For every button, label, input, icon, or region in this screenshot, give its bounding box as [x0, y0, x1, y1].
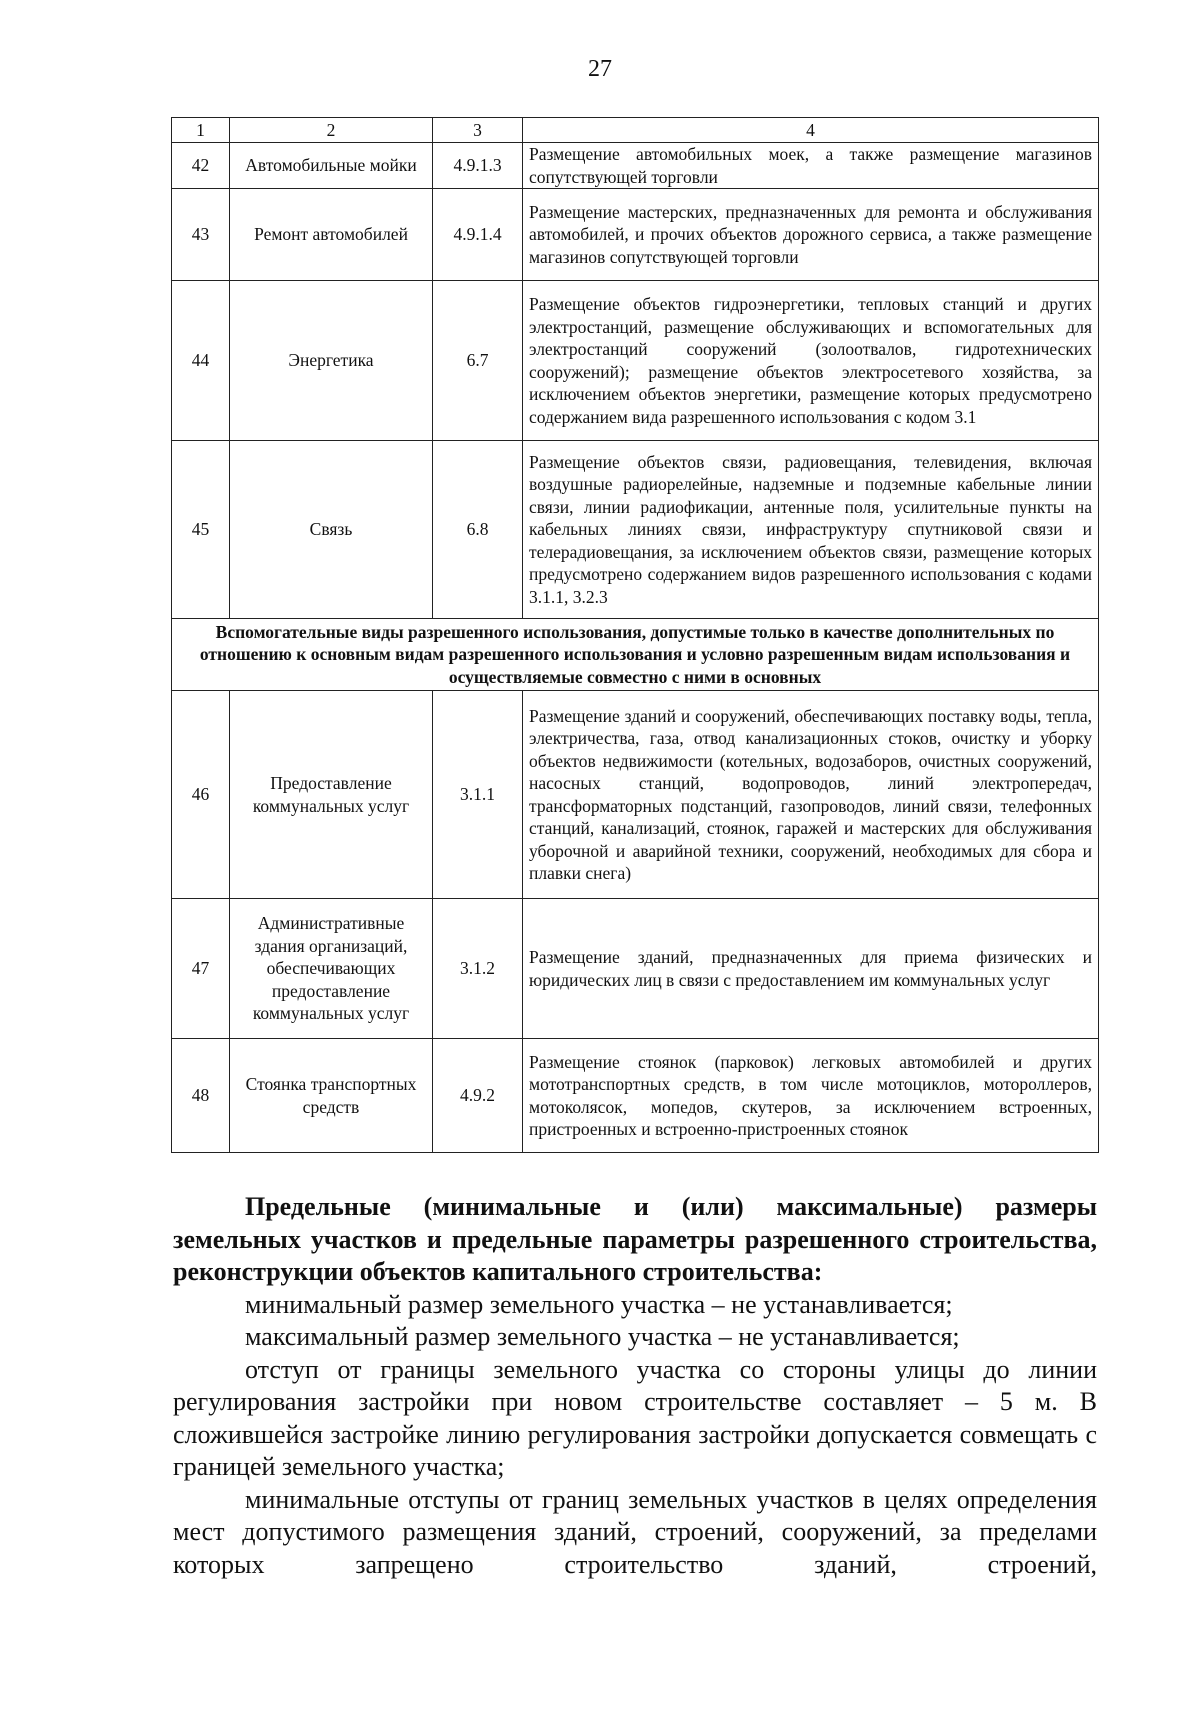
- section-heading: Предельные (минимальные и (или) максимальные) размеры земельных участков и предельные параметры разрешенного строительства, реконструкции объектов капитального строительства:: [173, 1192, 1097, 1286]
- row-number: 43: [172, 189, 230, 281]
- use-type-code: 6.7: [433, 281, 523, 441]
- use-type-name: Связь: [230, 441, 433, 619]
- paragraph: максимальный размер земельного участка – не устанавливается;: [245, 1322, 960, 1351]
- use-type-code: 3.1.1: [433, 691, 523, 899]
- row-number: 42: [172, 143, 230, 189]
- use-type-description: Размещение зданий и сооружений, обеспечивающих поставку воды, тепла, электричества, газа, отвод канализационных стоков, очистку и уборку объектов недвижимости (котельных, водозаборов, очистных сооружений, насосных станций, водопроводов, линий электропередач, трансформаторных подстанций, газопроводов, линий связи, телефонных станций, канализаций, стоянок, гаражей и мастерских для обслуживания уборочной и аварийной техники, сооружений, необходимых для сбора и плавки снега): [523, 691, 1099, 899]
- table-row: [172, 281, 1099, 441]
- column-header: 2: [230, 118, 433, 143]
- table-header-row: [172, 118, 1099, 143]
- section-title: Вспомогательные виды разрешенного использования, допустимые только в качестве дополнительных по отношению к основным видам разрешенного использования и условно разрешенным видам использования и осуществляемые совместно с ними в основных: [172, 619, 1099, 691]
- column-header: 4: [523, 118, 1099, 143]
- use-type-description: Размещение автомобильных моек, а также размещение магазинов сопутствующей торговли: [523, 143, 1099, 189]
- table-row: [172, 189, 1099, 281]
- table-row: [172, 691, 1099, 899]
- document-body: [173, 1191, 1097, 1581]
- section-header-row: [172, 619, 1099, 691]
- use-type-name: Предоставление коммунальных услуг: [230, 691, 433, 899]
- use-type-code: 4.9.1.4: [433, 189, 523, 281]
- use-type-name: Административные здания организаций, обеспечивающих предоставление коммунальных услуг: [230, 899, 433, 1039]
- use-type-code: 4.9.2: [433, 1039, 523, 1153]
- use-type-description: Размещение мастерских, предназначенных для ремонта и обслуживания автомобилей, и прочих объектов дорожного сервиса, а также размещение магазинов сопутствующей торговли: [523, 189, 1099, 281]
- paragraph: минимальный размер земельного участка – не устанавливается;: [245, 1289, 953, 1319]
- use-type-code: 3.1.2: [433, 899, 523, 1039]
- use-type-name: Автомобильные мойки: [230, 143, 433, 189]
- page-number: 27: [588, 56, 612, 82]
- use-type-description: Размещение зданий, предназначенных для приема физических и юридических лиц в связи с предоставлением им коммунальных услуг: [523, 899, 1099, 1039]
- table-row: [172, 1039, 1099, 1153]
- use-type-code: 6.8: [433, 441, 523, 619]
- land-use-table: [171, 117, 1099, 1153]
- use-type-name: Стоянка транспортных средств: [230, 1039, 433, 1153]
- paragraph: отступ от границы земельного участка со стороны улицы до линии регулирования застройки при новом строительстве составляет – 5 м. В сложившейся застройке линию регулирования застройки допускается совмещать с границей земельного участка;: [173, 1354, 1097, 1481]
- use-type-description: Размещение объектов гидроэнергетики, тепловых станций и других электростанций, размещение обслуживающих и вспомогательных для электростанций сооружений (золоотвалов, гидротехнических сооружений); размещение объектов электросетевого хозяйства, за исключением объектов энергетики, размещение которых предусмотрено содержанием вида разрешенного использования с кодом 3.1: [523, 281, 1099, 441]
- row-number: 44: [172, 281, 230, 441]
- column-header: 3: [433, 118, 523, 143]
- use-type-description: Размещение стоянок (парковок) легковых автомобилей и других мототранспортных средств, в том числе мотоциклов, мотороллеров, мотоколясок, мопедов, скутеров, за исключением встроенных, пристроенных и встроенно-пристроенных стоянок: [523, 1039, 1099, 1153]
- row-number: 45: [172, 441, 230, 619]
- column-header: 1: [172, 118, 230, 143]
- use-type-name: Ремонт автомобилей: [230, 189, 433, 281]
- table-row: [172, 441, 1099, 619]
- row-number: 46: [172, 691, 230, 899]
- use-type-name: Энергетика: [230, 281, 433, 441]
- table-row: [172, 143, 1099, 189]
- paragraph: минимальные отступы от границ земельных участков в целях определения мест допустимого размещения зданий, строений, сооружений, за пределами которых запрещено строительство зданий, строений,: [173, 1484, 1097, 1579]
- use-type-description: Размещение объектов связи, радиовещания, телевидения, включая воздушные радиорелейные, надземные и подземные кабельные линии связи, линии радиофикации, антенные поля, усилительные пункты на кабельных линиях связи, инфраструктуру спутниковой связи и телерадиовещания, за исключением объектов связи, размещение которых предусмотрено содержанием видов разрешенного использования с кодами 3.1.1, 3.2.3: [523, 441, 1099, 619]
- table-row: [172, 899, 1099, 1039]
- row-number: 48: [172, 1039, 230, 1153]
- use-type-code: 4.9.1.3: [433, 143, 523, 189]
- row-number: 47: [172, 899, 230, 1039]
